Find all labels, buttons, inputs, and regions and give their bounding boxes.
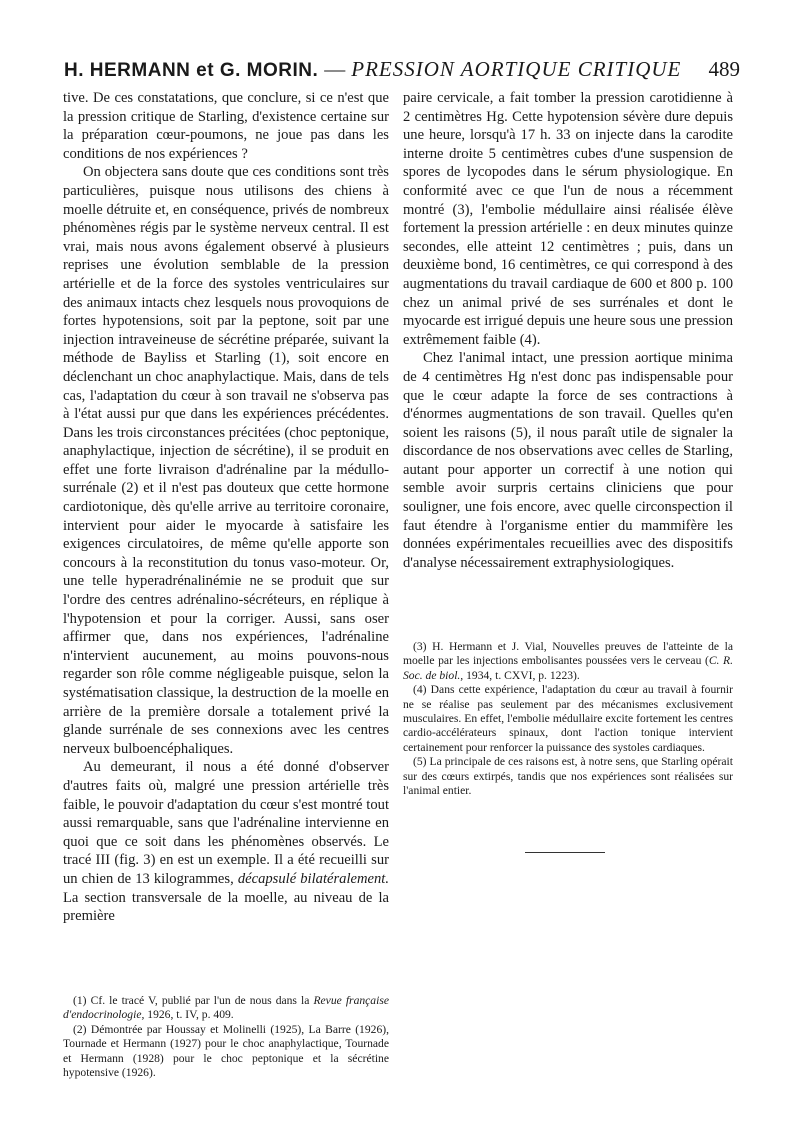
paragraph: tive. De ces constatations, que conclure, si ce n'est que la pression critique de Starling, d'existence certaine sur la préparation cœur-poumons, ne joue pas dans les conditions de nos expériences ?	[63, 90, 389, 162]
paragraph: Au demeurant, il nous a été donné d'observer d'autres faits où, malgré une pression artérielle très faible, le pouvoir d'adaptation du cœur s'est montré tout aussi remarquable, sans que l'adrénaline intervienne en quoi que ce soit dans les phénomènes observés. Le tracé III (fig. 3) en est un exemple. Il a été recueilli sur un chien de 13 kilogrammes, décapsulé bilatéralement. La section transversale de la moelle, au niveau de la première	[63, 759, 390, 925]
footnote: (2) Démontrée par Houssay et Molinelli (1925), La Barre (1926), Tournade et Hermann (1927) pour le choc anaphylactique, Tournade et Hermann (1928) pour le choc peptonique et la sécrétine hypotensive (1926).	[63, 1022, 389, 1080]
footnote-italic: Revue française d'endocrinologie,	[63, 994, 389, 1022]
running-header	[64, 54, 740, 84]
end-rule	[525, 852, 605, 853]
header-title: PRESSION AORTIQUE CRITIQUE	[351, 57, 682, 81]
paragraph: paire cervicale, a fait tomber la pression carotidienne à 2 centimètres Hg. Cette hypotension sévère dure depuis une heure, lorsqu'à 17 h. 33 on injecte dans la carodite interne droite 5 centimètres cubes d'une suspension de spores de lycopodes dans le sérum physiologique. En conformité avec ce que l'un de nous a récemment montré (3), l'embolie médullaire ainsi réalisée élève fortement la pression artérielle : en deux minutes quinze secondes, elle atteint 12 centimètres ; puis, dans un deuxième bond, 16 centimètres, ce qui correspond à des augmentations du travail cardiaque de 600 et 800 p. 100 chez un animal privé de ses surrénales et dont le myocarde est irrigué depuis une heure sous une pression extrêmement faible (4).	[403, 90, 733, 348]
left-column	[63, 89, 389, 926]
footnote: (4) Dans cette expérience, l'adaptation du cœur au travail à fournir ne se réalise pas seulement par des mécanismes exclusivement musculaires. En effet, l'embolie médullaire excite fortement les centres cardio-accélérateurs spinaux, dont l'action tonique intervient certainement pour renforcer la puissance des systoles cardiaques.	[403, 683, 733, 754]
footnote-mark: (1)	[73, 994, 91, 1007]
footnote-mark: (5)	[413, 755, 430, 769]
footnote-italic: C. R. Soc. de biol.,	[403, 654, 733, 682]
italic-phrase: décapsulé bilatéralement.	[237, 870, 390, 887]
right-column	[403, 89, 733, 572]
footnote: (3) H. Hermann et J. Vial, Nouvelles preuves de l'atteinte de la moelle par les injections embolisantes poussées vers le cerveau (C. R. Soc. de biol., 1934, t. CXVI, p. 1223).	[403, 640, 733, 682]
paragraph: On objectera sans doute que ces conditions sont très particulières, puisque nous utilisons des chiens à moelle détruite et, en conséquence, privés de nombreux phénomènes régis par le système nerveux central. Il est vrai, mais nous avons également observé à plusieurs reprises une évolution semblable de la pression artérielle et de la force des systoles ventriculaires sur des animaux intacts chez lesquels nous provoquions de fortes hypotensions, soit par la peptone, soit par une injection intraveineuse de sécrétine préparée, suivant la méthode de Bayliss et Starling (1), soit encore en déclenchant un choc anaphylactique. Mais, dans de tels cas, l'adaptation du cœur à son travail ne s'observa pas à l'état aussi pur que dans les expériences précédentes. Dans les trois circonstances précitées (choc peptonique, anaphylactique, injection de sécrétine), il se produit en effet une forte livraison d'adrénaline par la médullo-surrénale (2) et il n'est pas douteux que cette hormone cardiotonique, dès qu'elle arrive au territoire coronaire, intervient pour aider le myocarde à satisfaire les exigences circulatoires, de même qu'elle apporte son concours à la reconstitution du tonus vaso-moteur. Or, une telle hyperadrénalinémie ne se produit que sur l'ordre des centres adrénalino-sécréteurs, en réplique à l'hypotension et pour la corriger. Aussi, sans oser affirmer que, dans nos expériences, l'adrénaline n'intervient aucunement, au moins pouvons-nous regarder son rôle comme négligeable puisque, selon la systématisation classique, la destruction de la moelle en arrière de la première dorsale a totalement privé la glande surrénale de ses connexions avec les centres nerveux bulboencéphaliques.	[63, 164, 389, 757]
footnote: (1) Cf. le tracé V, publié par l'un de nous dans la Revue française d'endocrinologie, 1926, t. IV, p. 409.	[63, 994, 389, 1022]
footnote-mark: (3)	[413, 640, 433, 653]
footnote-mark: (2)	[73, 1022, 91, 1036]
header-dash: —	[324, 57, 346, 81]
footnotes-left	[63, 994, 389, 1080]
paragraph: Chez l'animal intact, une pression aortique minima de 4 centimètres Hg n'est donc pas indispensable pour que le cœur adapte la force de ses contractions à d'énormes augmentations de son travail. Quelles qu'en soient les raisons (5), il nous paraît utile de signaler la discordance de nos observations avec celles de Starling, autant pour apporter un correctif à une notion qui semble avoir surpris certains cliniciens que pour souligner, une fois encore, avec quelle circonspection il faut étendre à l'organisme entier du mammifère les données expérimentales recueillies avec des dispositifs d'analyse nécessairement extraphysiologiques.	[403, 350, 733, 571]
header-authors: H. HERMANN et G. MORIN.	[64, 60, 319, 81]
footnotes-right	[403, 640, 733, 798]
page-number: 489	[708, 57, 740, 81]
footnote-mark: (4)	[413, 683, 431, 697]
footnote: (5) La principale de ces raisons est, à notre sens, que Starling opérait sur des cœurs extirpés, tandis que nos expériences sont réalisées sur l'animal entier.	[403, 755, 733, 798]
